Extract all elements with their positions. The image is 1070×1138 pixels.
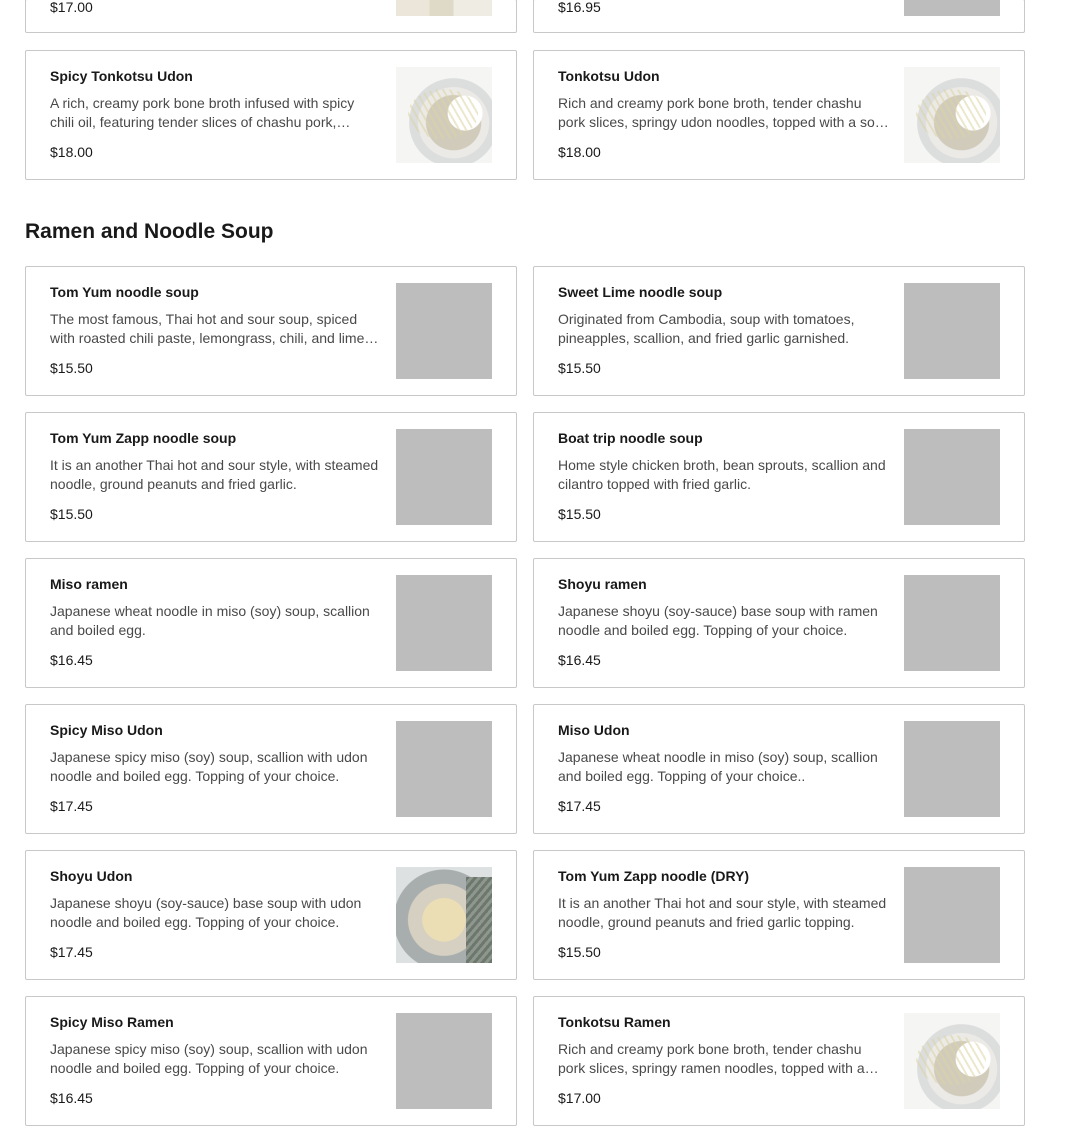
menu-item-card[interactable] <box>25 996 517 1126</box>
item-title: Miso Udon <box>558 722 630 738</box>
item-price: $17.45 <box>50 798 93 814</box>
item-image-placeholder <box>904 283 1000 379</box>
item-price: $17.45 <box>558 798 601 814</box>
item-image-placeholder <box>396 575 492 671</box>
item-image-placeholder <box>904 867 1000 963</box>
item-title: Tonkotsu Ramen <box>558 1014 671 1030</box>
item-image-placeholder <box>904 429 1000 525</box>
item-price: $16.45 <box>558 652 601 668</box>
item-image-placeholder <box>396 429 492 525</box>
menu-item-card[interactable] <box>533 996 1025 1126</box>
item-title: Spicy Tonkotsu Udon <box>50 68 193 84</box>
item-description: Originated from Cambodia, soup with tomatoes, pineapples, scallion, and fried garlic garnished. <box>558 311 855 346</box>
item-image-placeholder <box>396 283 492 379</box>
item-photo <box>396 867 492 963</box>
item-price: $17.00 <box>558 1090 601 1106</box>
item-price: $15.50 <box>558 944 601 960</box>
menu-item-card[interactable] <box>25 412 517 542</box>
item-title: Boat trip noodle soup <box>558 430 703 446</box>
menu-item-card[interactable] <box>533 50 1025 180</box>
item-description: A rich, creamy pork bone broth infused with spicy chili oil, featuring tender slices of chashu pork, <box>50 95 355 130</box>
item-title: Tom Yum Zapp noodle (DRY) <box>558 868 750 884</box>
item-image-placeholder <box>396 1013 492 1109</box>
menu-item-card[interactable] <box>25 704 517 834</box>
item-image-placeholder <box>904 575 1000 671</box>
item-price: $15.50 <box>50 360 93 376</box>
menu-item-card[interactable] <box>533 558 1025 688</box>
item-image-placeholder <box>904 0 1000 16</box>
item-description: Rich and creamy pork bone broth, tender chashu pork slices, springy udon noodles, topped with a soft <box>558 95 883 130</box>
section-title: Ramen and Noodle Soup <box>25 220 274 243</box>
item-title: Spicy Miso Ramen <box>50 1014 174 1030</box>
item-title: Tom Yum noodle soup <box>50 284 199 300</box>
item-description: Japanese shoyu (soy-sauce) base soup with ramen noodle and boiled egg. Topping of your choice. <box>558 603 878 638</box>
item-photo <box>396 67 492 163</box>
menu-item-card[interactable] <box>533 266 1025 396</box>
menu-item-card[interactable] <box>533 704 1025 834</box>
item-description: Japanese spicy miso (soy) soup, scallion with udon noodle and boiled egg. Topping of your choice. <box>50 749 368 784</box>
menu-item-card[interactable] <box>533 412 1025 542</box>
item-price: $18.00 <box>50 144 93 160</box>
item-photo <box>904 1013 1000 1109</box>
menu-item-card[interactable] <box>533 850 1025 980</box>
item-price: $16.45 <box>50 652 93 668</box>
item-description: Japanese wheat noodle in miso (soy) soup, scallion and boiled egg. <box>50 603 370 638</box>
item-price: $16.95 <box>558 0 601 15</box>
item-image-placeholder <box>396 721 492 817</box>
item-title: Spicy Miso Udon <box>50 722 163 738</box>
item-title: Shoyu Udon <box>50 868 133 884</box>
item-price: $16.45 <box>50 1090 93 1106</box>
item-price: $17.00 <box>50 0 93 15</box>
item-description: Japanese spicy miso (soy) soup, scallion with udon noodle and boiled egg. Topping of your choice. <box>50 1041 368 1076</box>
item-title: Miso ramen <box>50 576 128 592</box>
menu-item-card[interactable] <box>533 0 1025 33</box>
item-description: The most famous, Thai hot and sour soup, spiced with roasted chili paste, lemongrass, chili, and lime <box>50 311 365 346</box>
menu-item-card[interactable] <box>25 558 517 688</box>
item-description: Home style chicken broth, bean sprouts, scallion and cilantro topped with fried garlic. <box>558 457 886 492</box>
item-price: $15.50 <box>558 506 601 522</box>
item-price: $15.50 <box>558 360 601 376</box>
item-price: $18.00 <box>558 144 601 160</box>
menu-item-card[interactable] <box>25 850 517 980</box>
item-description: Rich and creamy pork bone broth, tender chashu pork slices, springy ramen noodles, topped with a <box>558 1041 865 1076</box>
item-title: Tom Yum Zapp noodle soup <box>50 430 237 446</box>
menu-item-card[interactable] <box>25 50 517 180</box>
item-description: It is an another Thai hot and sour style, with steamed noodle, ground peanuts and fried garlic topping. <box>558 895 887 930</box>
item-description: Japanese shoyu (soy-sauce) base soup with udon noodle and boiled egg. Topping of your choice. <box>50 895 362 930</box>
menu-item-card[interactable] <box>25 266 517 396</box>
item-photo <box>396 0 492 16</box>
item-title: Sweet Lime noodle soup <box>558 284 723 300</box>
item-description: Japanese wheat noodle in miso (soy) soup, scallion and boiled egg. Topping of your choice.. <box>558 749 878 784</box>
item-title: Shoyu ramen <box>558 576 647 592</box>
menu-item-card[interactable] <box>25 0 517 33</box>
item-title: Tonkotsu Udon <box>558 68 660 84</box>
item-description: It is an another Thai hot and sour style, with steamed noodle, ground peanuts and fried garlic. <box>50 457 379 492</box>
item-price: $17.45 <box>50 944 93 960</box>
item-photo <box>904 67 1000 163</box>
item-image-placeholder <box>904 721 1000 817</box>
item-price: $15.50 <box>50 506 93 522</box>
